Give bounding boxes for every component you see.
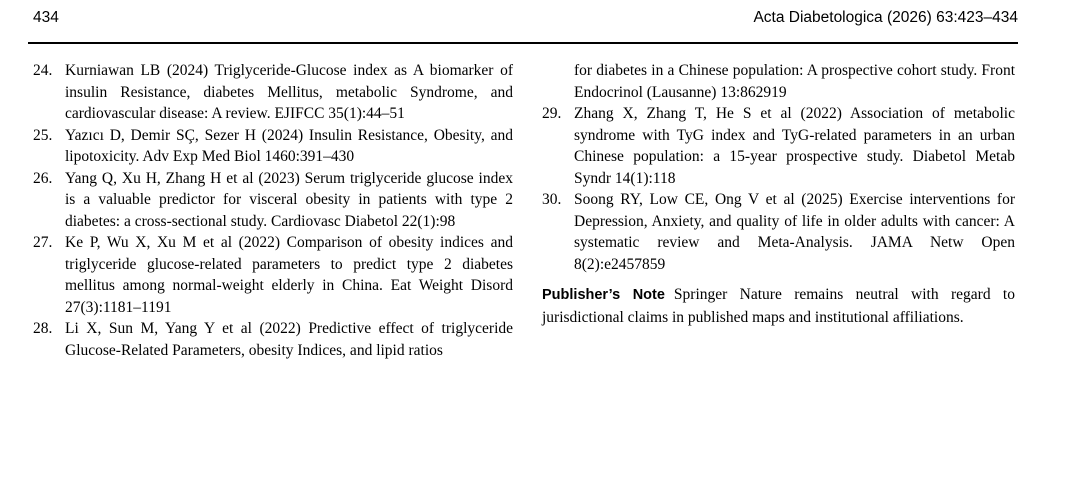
publishers-note <box>542 284 1015 328</box>
journal-citation: Acta Diabetologica (2026) 63:423–434 <box>753 9 1018 26</box>
reference-text: Kurniawan LB (2024) Triglyceride-Glucose index as A biomarker of insulin Resistance, diabetes Mellitus, metabolic Syndrome, and cardiovascular disease: A review. EJIFCC 35(1):44–51 <box>65 62 513 122</box>
reference-item-26 <box>33 168 513 233</box>
reference-number: 30. <box>542 191 562 208</box>
reference-text: Yang Q, Xu H, Zhang H et al (2023) Serum triglyceride glucose index is a valuable predictor for visceral obesity in patients with type 2 diabetes: a cross-sectional study. Cardiovasc Diabetol 22(1):98 <box>65 169 513 230</box>
reference-number: 26. <box>33 169 53 187</box>
references-section <box>33 60 1015 361</box>
right-column <box>542 60 1015 361</box>
page-number: 434 <box>33 9 59 26</box>
reference-item-28 <box>33 318 513 361</box>
reference-number: 25. <box>33 126 53 144</box>
page-header <box>33 8 1018 28</box>
reference-item-27 <box>33 232 513 318</box>
reference-text: Zhang X, Zhang T, He S et al (2022) Association of metabolic syndrome with TyG index and TyG-related parameters in an urban Chinese population: a 15-year prospective study. Diabetol Metab Syndr 14(1):118 <box>574 105 1015 187</box>
publishers-note-label: Publisher’s Note <box>542 287 665 303</box>
reference-item-28-continuation <box>542 60 1015 103</box>
reference-number <box>542 60 574 103</box>
reference-item-24 <box>33 60 513 125</box>
reference-text: Soong RY, Low CE, Ong V et al (2025) Exercise interventions for Depression, Anxiety, and quality of life in older adults with cancer: A systematic review and Meta-Analysis. JAMA Netw Open 8(2):e2457859 <box>574 191 1015 273</box>
publishers-note-text: Springer Nature remains neutral with regard to jurisdictional claims in published maps and institutional affiliations. <box>542 286 1015 326</box>
reference-text: Yazıcı D, Demir SÇ, Sezer H (2024) Insulin Resistance, Obesity, and lipotoxicity. Adv Exp Med Biol 1460:391–430 <box>65 126 513 165</box>
reference-text: Ke P, Wu X, Xu M et al (2022) Comparison of obesity indices and triglyceride glucose-related parameters to predict type 2 diabetes mellitus among normal-weight elderly in China. Eat Weight Disord 27(3):1181–1191 <box>65 234 513 316</box>
reference-number: 29. <box>542 105 562 122</box>
reference-text: for diabetes in a Chinese population: A prospective cohort study. Front Endocrinol (Lausanne) 13:862919 <box>574 62 1015 101</box>
reference-number: 27. <box>33 234 53 251</box>
reference-item-25 <box>33 125 513 168</box>
reference-number: 28. <box>33 320 53 337</box>
left-column <box>33 60 513 361</box>
reference-item-29 <box>542 103 1015 189</box>
header-rule <box>28 42 1018 44</box>
reference-text: Li X, Sun M, Yang Y et al (2022) Predictive effect of triglyceride Glucose-Related Parameters, obesity Indices, and lipid ratios <box>65 320 513 359</box>
reference-number: 24. <box>33 62 53 79</box>
reference-item-30 <box>542 189 1015 275</box>
